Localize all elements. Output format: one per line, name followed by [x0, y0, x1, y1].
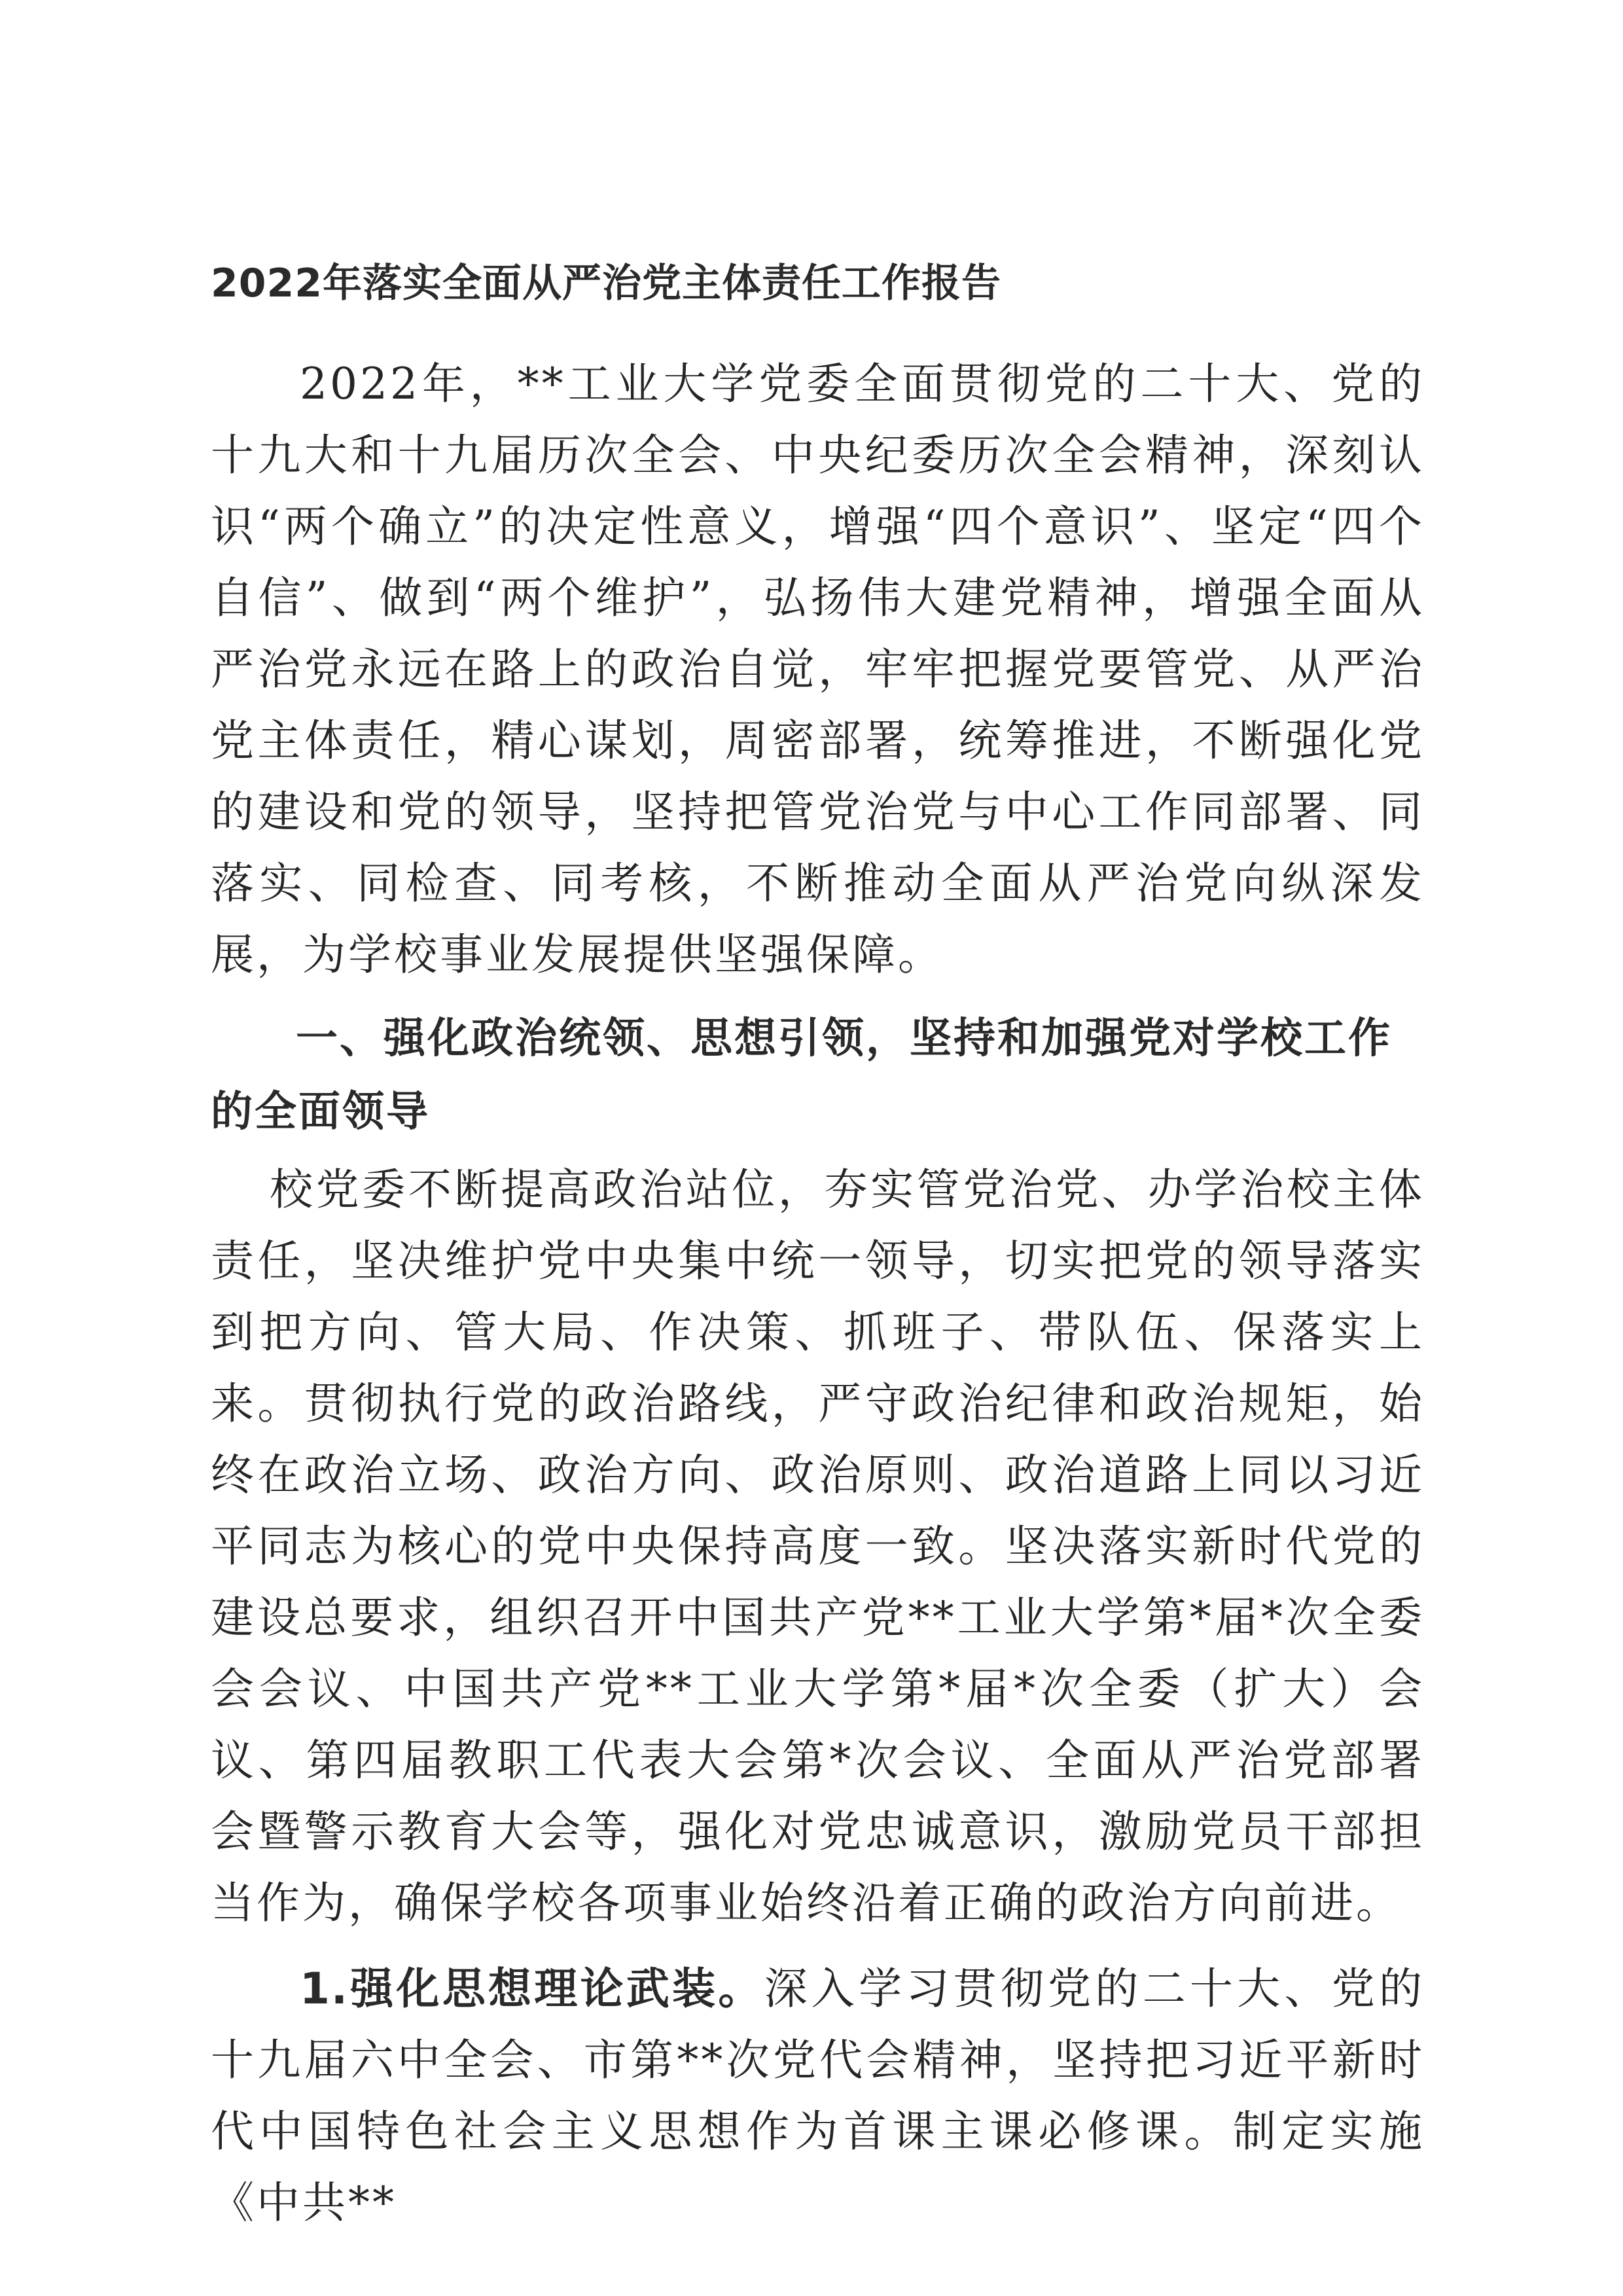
section-1-heading: 一、强化政治统领、思想引领，坚持和加强党对学校工作的全面领导	[211, 1014, 1392, 1136]
intro-paragraph: 2022年，**工业大学党委全面贯彻党的二十大、党的十九大和十九届历次全会、中央纪委历次全会精神，深刻认识“两个确立”的决定性意义，增强“四个意识”、坚定“四个自信”、做到“两个维护”，弘扬伟大建党精神，增强全面从严治党永远在路上的政治自觉，牢牢把握党要管党、从严治党主体责任，精心谋划，周密部署，统筹推进，不断强化党的建设和党的领导，坚持把管党治党与中心工作同部署、同落实、同检查、同考核，不断推动全面从严治党向纵深发展，为学校事业发展提供坚强保障。	[211, 359, 1425, 980]
section-1-body-paragraph: 校党委不断提高政治站位，夯实管党治党、办学治校主体责任，坚决维护党中央集中统一领导，切实把党的领导落实到把方向、管大局、作决策、抓班子、带队伍、保落实上来。贯彻执行党的政治路线，严守政治纪律和政治规矩，始终在政治立场、政治方向、政治原则、政治道路上同以习近平同志为核心的党中央保持高度一致。坚决落实新时代党的建设总要求，组织召开中国共产党**工业大学第*届*次全委会会议、中国共产党**工业大学第*届*次全委（扩大）会议、第四届教职工代表大会第*次会议、全面从严治党部署会暨警示教育大会等，强化对党忠诚意识，激励党员干部担当作为，确保学校各项事业始终沿着正确的政治方向前进。	[211, 1164, 1425, 1928]
document-title: 2022年落实全面从严治党主体责任工作报告	[211, 260, 1001, 306]
item-1-lead: 1.强化思想理论武装。	[300, 1964, 764, 2014]
document-body	[211, 247, 1425, 2238]
item-1-text: 深入学习贯彻党的二十大、党的十九届六中全会、市第**次党代会精神，坚持把习近平新时代中国特色社会主义思想作为首课主课必修课。制定实施《中共**	[211, 1964, 1425, 2228]
item-1-paragraph	[211, 1953, 1425, 2238]
